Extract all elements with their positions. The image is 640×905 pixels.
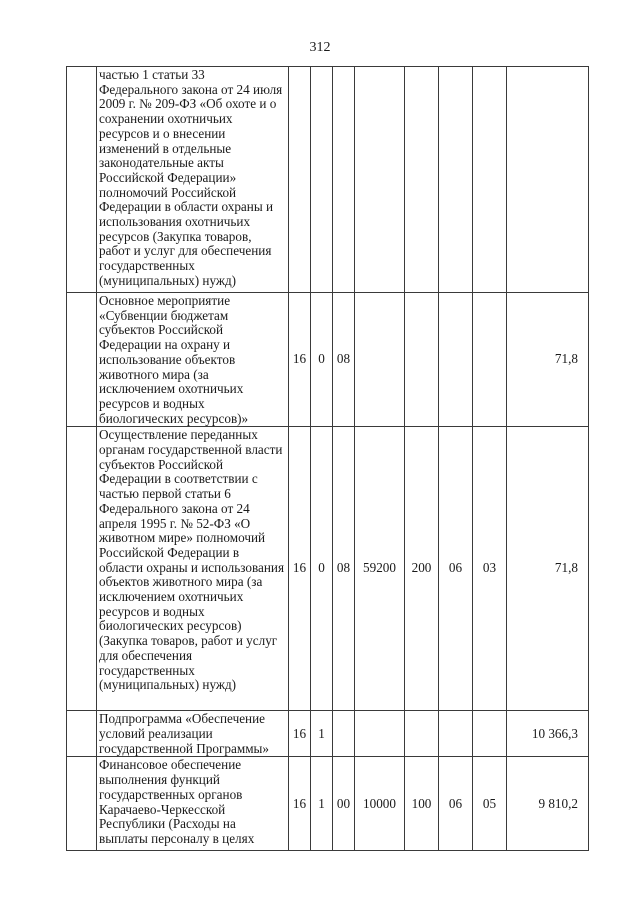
subprogram-code-cell: 1 [311,711,333,757]
amount-cell: 10 366,3 [507,711,589,757]
amount-cell: 71,8 [507,293,589,427]
activity-code-cell: 08 [333,427,355,711]
direction-code-cell [355,67,405,293]
expense-type-cell [405,67,439,293]
row-number-cell [67,427,97,711]
section-cell [439,293,473,427]
program-code-cell: 16 [289,711,311,757]
table-row [67,757,589,851]
direction-code-cell [355,293,405,427]
subprogram-code-cell: 0 [311,293,333,427]
subprogram-code-cell: 0 [311,427,333,711]
activity-code-cell: 08 [333,293,355,427]
table-row [67,67,589,293]
direction-code-cell: 10000 [355,757,405,851]
section-cell [439,711,473,757]
amount-cell [507,67,589,293]
table-row [67,711,589,757]
expense-type-cell [405,293,439,427]
page-number: 312 [309,40,331,55]
direction-code-cell [355,711,405,757]
row-number-cell [67,757,97,851]
subsection-cell [473,293,507,427]
row-number-cell [67,711,97,757]
program-code-cell: 16 [289,757,311,851]
section-cell [439,67,473,293]
direction-code-cell: 59200 [355,427,405,711]
expense-type-cell: 200 [405,427,439,711]
program-code-cell: 16 [289,293,311,427]
amount-cell: 9 810,2 [507,757,589,851]
subprogram-code-cell [311,67,333,293]
activity-code-cell [333,67,355,293]
section-cell: 06 [439,427,473,711]
description-cell: Финансовое обеспечение выполнения функций государственных органов Карачаево-Черкесской Республики (Расходы на выплаты персоналу в целях [97,757,289,851]
activity-code-cell [333,711,355,757]
subsection-cell [473,67,507,293]
row-number-cell [67,67,97,293]
table-row [67,293,589,427]
description-cell: Подпрограмма «Обеспечение условий реализации государственной Программы» [97,711,289,757]
budget-table [66,66,589,851]
row-number-cell [67,293,97,427]
description-cell: Основное мероприятие «Субвенции бюджетам субъектов Российской Федерации на охрану и использование объектов животного мира (за исключением охотничьих ресурсов и водных биологических ресурсов)» [97,293,289,427]
description-cell: частью 1 статьи 33 Федерального закона от 24 июля 2009 г. № 209-ФЗ «Об охоте и о сохранении охотничьих ресурсов и о внесении изменений в отдельные законодательные акты Российской Федерации» полномочий Российской Федерации в области охраны и использования охотничьих ресурсов (Закупка товаров, работ и услуг для обеспечения государственных (муниципальных) нужд) [97,67,289,293]
program-code-cell [289,67,311,293]
section-cell: 06 [439,757,473,851]
subsection-cell: 05 [473,757,507,851]
activity-code-cell: 00 [333,757,355,851]
expense-type-cell: 100 [405,757,439,851]
table-row [67,427,589,711]
subsection-cell: 03 [473,427,507,711]
expense-type-cell [405,711,439,757]
subsection-cell [473,711,507,757]
amount-cell: 71,8 [507,427,589,711]
program-code-cell: 16 [289,427,311,711]
subprogram-code-cell: 1 [311,757,333,851]
description-cell: Осуществление переданных органам государственной власти субъектов Российской Федерации в соответствии с частью первой статьи 6 Федерального закона от 24 апреля 1995 г. № 52-ФЗ «О животном мире» полномочий Российской Федерации в области охраны и использования объектов животного мира (за исключением охотничьих ресурсов и водных биологических ресурсов) (Закупка товаров, работ и услуг для обеспечения государственных (муниципальных) нужд) [97,427,289,711]
